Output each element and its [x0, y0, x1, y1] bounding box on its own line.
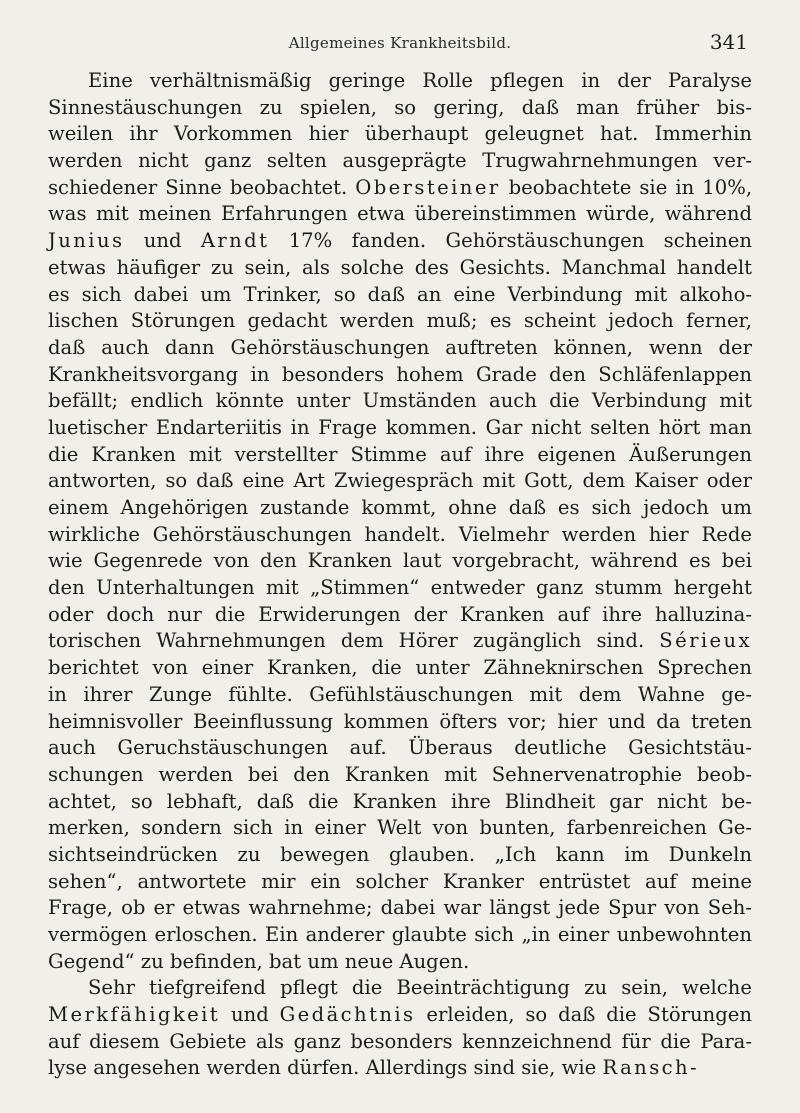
paragraph	[48, 68, 752, 975]
text-line: weilen ihr Vorkommen hier überhaupt geleugnet hat. Immerhin	[48, 122, 752, 146]
text-line: Sinnestäuschungen zu spielen, so gering, daß man früher bis-	[48, 95, 752, 119]
text-line: Eine verhältnismäßig geringe Rolle pflegen in der Paralyse	[88, 69, 752, 92]
text-line: einem Angehörigen zustande kommt, ohne daß es sich jedoch um	[48, 496, 752, 519]
text-line: etwas häufiger zu sein, als solche des Gesichts. Manchmal handelt	[48, 255, 752, 279]
text-line: lyse angesehen werden dürfen. Allerdings sind sie, wie Ransch-	[48, 1056, 700, 1080]
text-line: die Kranken mit verstellter Stimme auf ihre eigenen Äußerungen	[48, 442, 752, 466]
text-line: luetischer Endarteriitis in Frage kommen. Gar nicht selten hört man	[48, 415, 752, 439]
text-line: sichtseindrücken zu bewegen glauben. „Ich kann im Dunkeln	[48, 842, 752, 866]
text-line: oder doch nur die Erwiderungen der Kranken auf ihre halluzina-	[48, 602, 752, 626]
text-line: heimnisvoller Beeinflussung kommen öfters vor; hier und da treten	[48, 709, 752, 733]
text-line: Merkfähigkeit und Gedächtnis erleiden, so daß die Störungen	[48, 1003, 752, 1027]
text-line: wirkliche Gehörstäuschungen handelt. Vielmehr werden hier Rede	[48, 522, 752, 546]
text-line: den Unterhaltungen mit „Stimmen“ entweder ganz stumm hergeht	[48, 576, 752, 600]
text-line: es sich dabei um Trinker, so daß an eine Verbindung mit alkoho-	[48, 282, 752, 306]
text-line: torischen Wahrnehmungen dem Hörer zugänglich sind. Sérieux	[48, 629, 752, 653]
text-line: achtet, so lebhaft, daß die Kranken ihre Blindheit gar nicht be-	[48, 789, 752, 813]
page-number: 341	[709, 30, 748, 54]
text-line: Krankheitsvorgang in besonders hohem Grade den Schläfenlappen	[48, 362, 752, 386]
text-line: vermögen erloschen. Ein anderer glaubte sich „in einer unbewohnten	[48, 923, 752, 946]
text-line: wie Gegenrede von den Kranken laut vorgebracht, während es bei	[48, 549, 752, 573]
text-line: merken, sondern sich in einer Welt von bunten, farbenreichen Ge-	[48, 816, 752, 840]
running-head	[48, 30, 752, 60]
text-line: Sehr tiefgreifend pflegt die Beeinträchtigung zu sein, welche	[88, 976, 752, 1000]
text-line: was mit meinen Erfahrungen etwa übereinstimmen würde, während	[48, 202, 752, 226]
text-line: schiedener Sinne beobachtet. Obersteiner beobachtete sie in 10%,	[48, 175, 753, 199]
text-line: Junius und Arndt 17% fanden. Gehörstäuschungen scheinen	[48, 229, 753, 253]
text-line: in ihrer Zunge fühlte. Gefühlstäuschungen mit dem Wahne ge-	[48, 682, 752, 706]
text-line: schungen werden bei den Kranken mit Sehnervenatrophie beob-	[48, 762, 752, 786]
paragraph	[48, 975, 752, 1082]
text-line: Frage, ob er etwas wahrnehme; dabei war längst jede Spur von Seh-	[48, 896, 752, 920]
text-line: berichtet von einer Kranken, die unter Zähneknirschen Sprechen	[48, 656, 752, 680]
text-line: antworten, so daß eine Art Zwiegespräch mit Gott, dem Kaiser oder	[48, 469, 752, 493]
text-line: Gegend“ zu befinden, bat um neue Augen.	[48, 949, 470, 973]
text-line: sehen“, antwortete mir ein solcher Kranker entrüstet auf meine	[48, 869, 752, 893]
text-line: werden nicht ganz selten ausgeprägte Trugwahrnehmungen ver-	[48, 149, 752, 173]
text-line: auch Geruchstäuschungen auf. Überaus deutliche Gesichtstäu-	[48, 736, 752, 760]
text-line: lischen Störungen gedacht werden muß; es scheint jedoch ferner,	[48, 309, 752, 333]
header-title: Allgemeines Krankheitsbild.	[288, 34, 512, 52]
text-line: daß auch dann Gehörstäuschungen auftreten können, wenn der	[48, 335, 752, 359]
text-line: befällt; endlich könnte unter Umständen auch die Verbindung mit	[48, 389, 752, 413]
text-line: auf diesem Gebiete als ganz besonders kennzeichnend für die Para-	[48, 1029, 752, 1053]
body-text	[48, 68, 752, 1082]
